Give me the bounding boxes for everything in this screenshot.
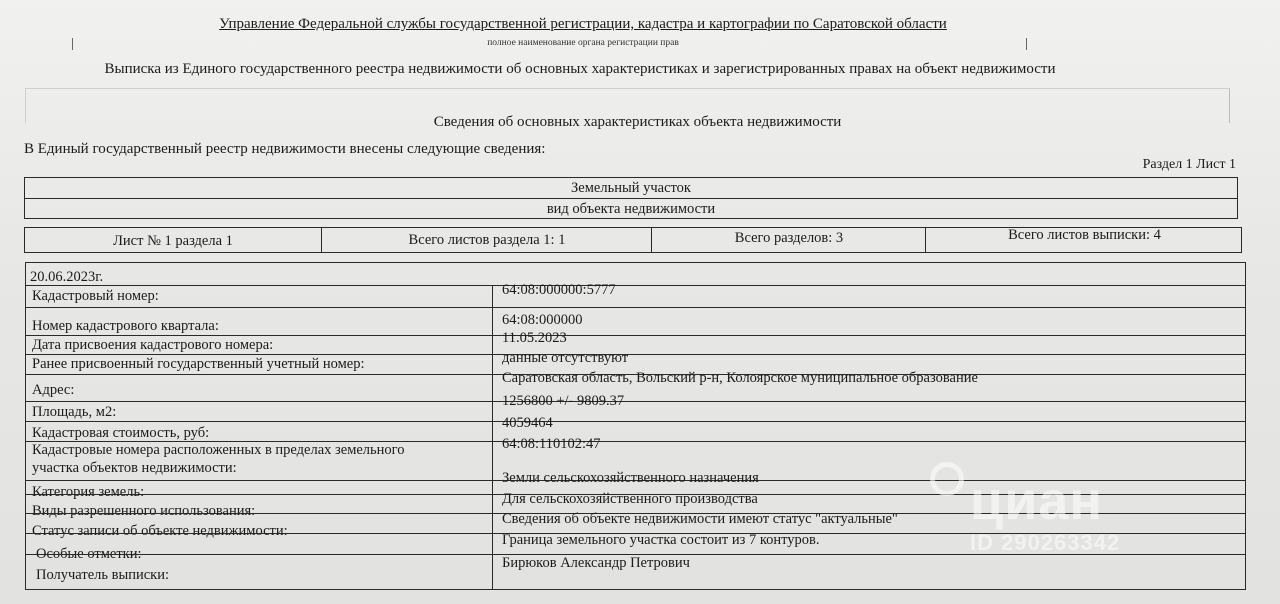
row-label: Адрес:	[32, 382, 75, 398]
organization-caption: полное наименование органа регистрации прав	[487, 38, 679, 48]
recipient-name: Бирюков Александр Петрович	[502, 555, 690, 571]
row-divider	[26, 285, 1245, 286]
land-category: Земли сельскохозяйственного назначения	[502, 470, 759, 486]
row-label: Кадастровый номер:	[32, 288, 159, 304]
object-type-box	[24, 177, 1238, 219]
cadastral-number: 64:08:000000:5777	[502, 282, 616, 298]
row-value: 11.05.2023	[502, 330, 567, 346]
row-divider	[26, 354, 1245, 355]
record-status: Сведения об объекте недвижимости имеют статус "актуальные"	[502, 511, 898, 527]
row-label: Дата присвоения кадастрового номера:	[32, 337, 274, 353]
row-label: Категория земель:	[32, 484, 145, 500]
column-divider	[492, 285, 493, 590]
permitted-use: Для сельскохозяйственного производства	[502, 491, 758, 507]
row-label: Кадастровая стоимость, руб:	[32, 425, 210, 441]
row-value: 64:08:000000	[502, 312, 583, 328]
sheets-in-section: Всего листов раздела 1: 1	[408, 232, 566, 248]
margin-tick	[1026, 38, 1027, 50]
sheet-reference: Раздел 1 Лист 1	[1142, 157, 1236, 172]
data-table	[25, 262, 1246, 590]
row-label: Получатель выписки:	[36, 567, 169, 583]
object-type-caption: вид объекта недвижимости	[546, 201, 716, 217]
watermark-brand: циан	[970, 471, 1104, 531]
sheet-number: Лист № 1 раздела 1	[113, 233, 233, 249]
total-sections: Всего разделов: 3	[734, 230, 844, 246]
row-label: Особые отметки:	[36, 546, 142, 562]
row-label: Ранее присвоенный государственный учетный номер:	[32, 356, 365, 372]
row-label: Площадь, м2:	[32, 404, 117, 420]
row-label-continued: участка объектов недвижимости:	[32, 460, 237, 476]
cadastral-value: 4059464	[502, 415, 553, 431]
row-value: данные отсутствуют	[502, 350, 629, 366]
organization-name: Управление Федеральной службы государственной регистрации, кадастра и картографии по Саратовской области	[219, 16, 947, 32]
row-divider	[26, 421, 1245, 422]
row-label: Номер кадастрового квартала:	[32, 318, 219, 334]
row-label: Виды разрешенного использования:	[32, 503, 256, 519]
watermark-id: ID 290263342	[970, 530, 1121, 555]
row-divider	[25, 198, 1237, 199]
object-type: Земельный участок	[571, 180, 691, 196]
area-value: 1256800 +/- 9809.37	[502, 393, 625, 409]
address-value: Саратовская область, Вольский р-н, Колоярское муниципальное образование	[502, 370, 978, 386]
special-notes: Граница земельного участка состоит из 7 контуров.	[502, 532, 820, 548]
row-label: Статус записи об объекте недвижимости:	[32, 523, 288, 539]
row-value: 64:08:110102:47	[502, 436, 601, 452]
intro-text: В Единый государственный реестр недвижимости внесены следующие сведения:	[24, 141, 546, 157]
total-sheets: Всего листов выписки: 4	[1008, 227, 1161, 243]
extract-date: 20.06.2023г.	[30, 269, 104, 285]
row-divider	[26, 401, 1245, 402]
row-divider	[26, 335, 1245, 336]
extract-title: Выписка из Единого государственного реестра недвижимости об основных характеристиках и зарегистрированных правах на объект недвижимости	[104, 61, 1056, 77]
sheet-info-row	[24, 227, 1242, 253]
section-title: Сведения об основных характеристиках объекта недвижимости	[433, 114, 842, 130]
row-divider	[26, 307, 1245, 308]
margin-tick	[72, 38, 73, 50]
row-label: Кадастровые номера расположенных в пределах земельного	[32, 442, 405, 458]
